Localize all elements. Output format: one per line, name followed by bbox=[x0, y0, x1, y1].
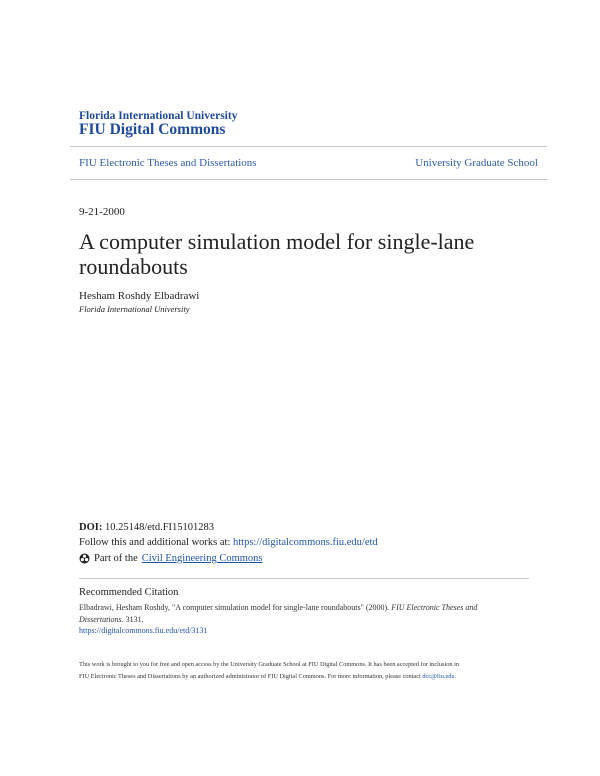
follow-text: Follow this and additional works at: bbox=[79, 537, 231, 548]
author-name: Hesham Roshdy Elbadrawi bbox=[79, 290, 200, 302]
title-line-2: roundabouts bbox=[79, 254, 188, 279]
citation-series: FIU Electronic Theses and bbox=[391, 603, 478, 612]
divider-top bbox=[70, 146, 547, 147]
footer-line-2: FIU Electronic Theses and Dissertations by an authorized administrator of FIU Digital Commons. For more information, please contact bbox=[79, 672, 421, 680]
recommended-citation-heading: Recommended Citation bbox=[79, 587, 179, 598]
footer-end: . bbox=[454, 672, 457, 680]
site-name[interactable]: FIU Digital Commons bbox=[79, 121, 226, 138]
part-of-line bbox=[79, 553, 263, 564]
doi-line bbox=[79, 522, 214, 533]
nav-graduate-school-link[interactable]: University Graduate School bbox=[415, 157, 538, 169]
network-icon bbox=[79, 553, 90, 564]
citation-text bbox=[79, 602, 499, 637]
document-date: 9-21-2000 bbox=[79, 206, 125, 218]
doi-label: DOI: bbox=[79, 522, 103, 533]
footer-line-1: This work is brought to you for free and open access by the University Graduate School at FIU Digital Commons. It has been accepted for inclusion in bbox=[79, 661, 459, 668]
civil-engineering-commons-link[interactable]: Civil Engineering Commons bbox=[141, 553, 263, 564]
divider-bottom bbox=[70, 179, 547, 180]
document-title bbox=[79, 229, 539, 279]
follow-line bbox=[79, 537, 378, 548]
nav-theses-link[interactable]: FIU Electronic Theses and Dissertations bbox=[79, 157, 257, 169]
follow-url-link[interactable]: https://digitalcommons.fiu.edu/etd bbox=[233, 537, 378, 548]
citation-main: Elbadrawi, Hesham Roshdy, "A computer simulation model for single-lane roundabouts" (2000). bbox=[79, 603, 390, 612]
contact-email-link[interactable]: dcc@fiu.edu bbox=[422, 672, 455, 680]
title-line-1: A computer simulation model for single-lane bbox=[79, 229, 475, 254]
citation-url-link[interactable]: https://digitalcommons.fiu.edu/etd/3131 bbox=[79, 626, 208, 635]
doi-value[interactable]: 10.25148/etd.FI15101283 bbox=[104, 522, 215, 533]
author-affiliation: Florida International University bbox=[79, 304, 190, 314]
divider-citation bbox=[79, 578, 529, 579]
footer-notice bbox=[79, 659, 529, 682]
citation-number: . 3131. bbox=[121, 614, 144, 624]
institution-name[interactable]: Florida International University bbox=[79, 110, 238, 122]
part-of-text: Part of the bbox=[94, 553, 138, 564]
citation-series-2: Dissertations bbox=[79, 614, 122, 624]
